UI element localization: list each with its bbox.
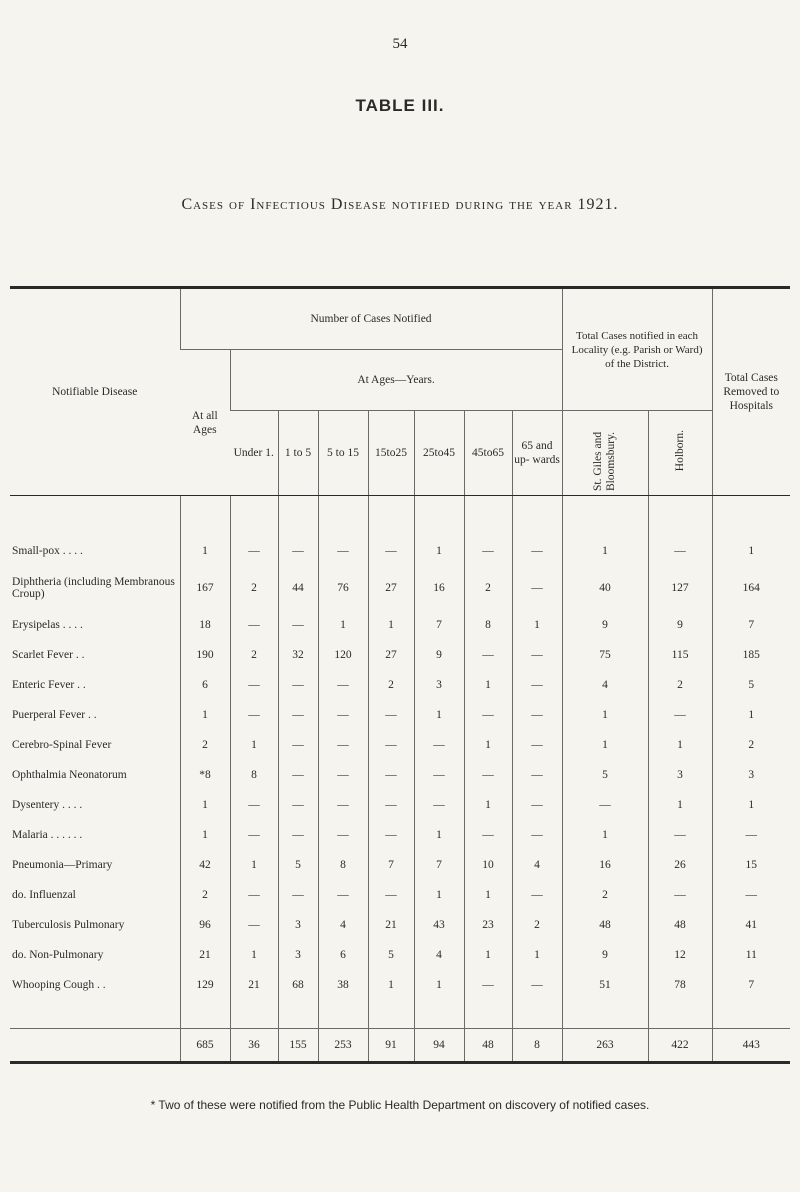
value-cell-a6: 2 [464, 566, 512, 610]
value-cell-a1: — [230, 670, 278, 700]
value-cell-l2: 78 [648, 970, 712, 1000]
blank-row [10, 1000, 790, 1029]
value-cell-a4: — [368, 790, 414, 820]
value-cell-a3: — [318, 790, 368, 820]
value-cell-l1: 40 [562, 566, 648, 610]
table-row [10, 910, 790, 940]
value-cell-l1: 4 [562, 670, 648, 700]
value-cell-a7: — [512, 760, 562, 790]
table-row [10, 700, 790, 730]
value-cell-a7: — [512, 536, 562, 566]
value-cell-a2: — [278, 730, 318, 760]
value-cell-a5: 43 [414, 910, 464, 940]
header-age-25-to-45: 25to45 [414, 411, 464, 496]
value-cell-l1: 9 [562, 940, 648, 970]
value-cell-a3: 4 [318, 910, 368, 940]
value-cell-all: 18 [180, 610, 230, 640]
header-at-all-ages: At all Ages [180, 350, 230, 496]
value-cell-a2: 68 [278, 970, 318, 1000]
disease-name-cell: Dysentery . . . . [12, 799, 83, 811]
value-cell-l1: — [562, 790, 648, 820]
value-cell-a3: 6 [318, 940, 368, 970]
value-cell-a1: 8 [230, 760, 278, 790]
table-row [10, 760, 790, 790]
value-cell-a5: 1 [414, 820, 464, 850]
value-cell-l2: 9 [648, 610, 712, 640]
locality-st-giles-label: St. Giles and Bloomsbury. [592, 431, 618, 491]
value-cell-all: *8 [180, 760, 230, 790]
value-cell-rem: — [712, 820, 790, 850]
value-cell-rem: 7 [712, 970, 790, 1000]
table-row [10, 850, 790, 880]
total-cell-a6: 48 [464, 1029, 512, 1063]
table-row [10, 880, 790, 910]
value-cell-l1: 1 [562, 730, 648, 760]
header-age-under-1: Under 1. [230, 411, 278, 496]
header-notifiable-disease: Notifiable Disease [10, 288, 180, 496]
value-cell-a6: 8 [464, 610, 512, 640]
value-cell-rem: 41 [712, 910, 790, 940]
value-cell-a4: 5 [368, 940, 414, 970]
value-cell-l2: — [648, 880, 712, 910]
value-cell-l1: 1 [562, 536, 648, 566]
value-cell-a6: 10 [464, 850, 512, 880]
value-cell-a7: — [512, 730, 562, 760]
value-cell-a3: — [318, 820, 368, 850]
value-cell-a5: — [414, 760, 464, 790]
value-cell-a2: — [278, 670, 318, 700]
table-row [10, 970, 790, 1000]
value-cell-all: 2 [180, 730, 230, 760]
value-cell-rem: 1 [712, 790, 790, 820]
value-cell-a3: 120 [318, 640, 368, 670]
disease-name-cell: Cerebro-Spinal Fever [12, 739, 112, 751]
value-cell-a5: 1 [414, 700, 464, 730]
value-cell-all: 1 [180, 700, 230, 730]
value-cell-l1: 1 [562, 820, 648, 850]
value-cell-a6: 1 [464, 940, 512, 970]
disease-name-cell: Malaria . . . . . . [12, 829, 83, 841]
disease-name-cell: Diphtheria (including Membranous Croup) [12, 576, 175, 600]
value-cell-a7: — [512, 880, 562, 910]
header-spacer-row [10, 496, 790, 537]
totals-label-cell [10, 1029, 180, 1063]
value-cell-l1: 16 [562, 850, 648, 880]
header-locality-holborn [648, 411, 712, 496]
value-cell-rem: 2 [712, 730, 790, 760]
disease-name-cell: Whooping Cough . . [12, 979, 106, 991]
value-cell-a7: 2 [512, 910, 562, 940]
value-cell-a6: — [464, 760, 512, 790]
value-cell-rem: 164 [712, 566, 790, 610]
value-cell-rem: 3 [712, 760, 790, 790]
disease-name-cell: Erysipelas . . . . [12, 619, 83, 631]
table-row [10, 940, 790, 970]
value-cell-a5: — [414, 790, 464, 820]
value-cell-a6: — [464, 536, 512, 566]
value-cell-a1: 1 [230, 730, 278, 760]
value-cell-l2: 115 [648, 640, 712, 670]
value-cell-a7: 1 [512, 610, 562, 640]
value-cell-a2: — [278, 700, 318, 730]
value-cell-a7: — [512, 790, 562, 820]
value-cell-a4: 1 [368, 610, 414, 640]
value-cell-a3: — [318, 536, 368, 566]
total-cell-a5: 94 [414, 1029, 464, 1063]
value-cell-a6: — [464, 640, 512, 670]
value-cell-a5: 7 [414, 850, 464, 880]
value-cell-l1: 75 [562, 640, 648, 670]
footnote: * Two of these were notified from the Public Health Department on discovery of notified cases. [150, 1098, 650, 1112]
disease-name-cell: Enteric Fever . . [12, 679, 86, 691]
value-cell-l1: 2 [562, 880, 648, 910]
value-cell-a5: 9 [414, 640, 464, 670]
total-cell-l2: 422 [648, 1029, 712, 1063]
value-cell-a3: 1 [318, 610, 368, 640]
value-cell-a2: — [278, 880, 318, 910]
value-cell-l2: — [648, 536, 712, 566]
value-cell-l2: 1 [648, 730, 712, 760]
value-cell-a3: — [318, 700, 368, 730]
value-cell-a2: 44 [278, 566, 318, 610]
value-cell-all: 2 [180, 880, 230, 910]
value-cell-a3: 8 [318, 850, 368, 880]
value-cell-a2: — [278, 760, 318, 790]
total-cell-a7: 8 [512, 1029, 562, 1063]
totals-row [10, 1029, 790, 1063]
value-cell-l2: 2 [648, 670, 712, 700]
value-cell-a4: — [368, 880, 414, 910]
table-title: TABLE III. [355, 96, 445, 115]
value-cell-a6: 23 [464, 910, 512, 940]
value-cell-a7: 1 [512, 940, 562, 970]
disease-name-cell: Small-pox . . . . [12, 545, 83, 557]
value-cell-a1: — [230, 910, 278, 940]
header-total-locality: Total Cases notified in each Locality (e.g. Parish or Ward) of the District. [562, 288, 712, 411]
page-number: 54 [392, 36, 408, 52]
total-cell-a4: 91 [368, 1029, 414, 1063]
value-cell-a6: 1 [464, 880, 512, 910]
value-cell-l2: 1 [648, 790, 712, 820]
value-cell-l1: 51 [562, 970, 648, 1000]
table-row [10, 640, 790, 670]
value-cell-a6: 1 [464, 730, 512, 760]
value-cell-a3: — [318, 730, 368, 760]
value-cell-rem: — [712, 880, 790, 910]
header-at-ages-years: At Ages—Years. [230, 350, 562, 411]
value-cell-a1: 2 [230, 566, 278, 610]
header-removed-to-hospitals: Total Cases Removed to Hospitals [712, 288, 790, 496]
infectious-disease-table [10, 286, 790, 1064]
value-cell-a3: — [318, 880, 368, 910]
value-cell-l2: 26 [648, 850, 712, 880]
value-cell-rem: 11 [712, 940, 790, 970]
value-cell-a2: — [278, 790, 318, 820]
value-cell-l2: — [648, 820, 712, 850]
disease-name-cell: Puerperal Fever . . [12, 709, 97, 721]
value-cell-a4: — [368, 536, 414, 566]
value-cell-l2: — [648, 700, 712, 730]
total-cell-rem: 443 [712, 1029, 790, 1063]
value-cell-a2: 3 [278, 910, 318, 940]
value-cell-l2: 48 [648, 910, 712, 940]
value-cell-a7: — [512, 670, 562, 700]
value-cell-a7: — [512, 820, 562, 850]
value-cell-a6: 1 [464, 790, 512, 820]
header-age-15-to-25: 15to25 [368, 411, 414, 496]
value-cell-a5: 1 [414, 880, 464, 910]
value-cell-rem: 185 [712, 640, 790, 670]
value-cell-rem: 1 [712, 536, 790, 566]
value-cell-a1: 2 [230, 640, 278, 670]
value-cell-l2: 3 [648, 760, 712, 790]
value-cell-a2: — [278, 610, 318, 640]
value-cell-l1: 9 [562, 610, 648, 640]
value-cell-all: 96 [180, 910, 230, 940]
value-cell-a5: — [414, 730, 464, 760]
value-cell-a6: — [464, 820, 512, 850]
value-cell-a1: — [230, 536, 278, 566]
value-cell-a4: 27 [368, 640, 414, 670]
header-age-1-to-5: 1 to 5 [278, 411, 318, 496]
value-cell-l2: 127 [648, 566, 712, 610]
value-cell-a5: 3 [414, 670, 464, 700]
total-cell-a3: 253 [318, 1029, 368, 1063]
value-cell-a1: 1 [230, 940, 278, 970]
value-cell-all: 6 [180, 670, 230, 700]
value-cell-all: 1 [180, 790, 230, 820]
header-locality-st-giles [562, 411, 648, 496]
disease-name-cell: do. Non-Pulmonary [12, 949, 104, 961]
disease-name-cell: Tuberculosis Pulmonary [12, 919, 125, 931]
value-cell-l1: 1 [562, 700, 648, 730]
disease-name-cell: Ophthalmia Neonatorum [12, 769, 127, 781]
value-cell-all: 42 [180, 850, 230, 880]
table-row [10, 730, 790, 760]
disease-name-cell: Scarlet Fever . . [12, 649, 85, 661]
value-cell-a2: — [278, 536, 318, 566]
value-cell-a3: 76 [318, 566, 368, 610]
value-cell-a6: — [464, 970, 512, 1000]
value-cell-a3: — [318, 760, 368, 790]
value-cell-a1: — [230, 880, 278, 910]
value-cell-rem: 1 [712, 700, 790, 730]
value-cell-a7: — [512, 700, 562, 730]
value-cell-all: 1 [180, 820, 230, 850]
value-cell-a1: — [230, 820, 278, 850]
value-cell-rem: 7 [712, 610, 790, 640]
table-subtitle: Cases of Infectious Disease notified during the year 1921. [181, 196, 619, 213]
disease-name-cell: Pneumonia—Primary [12, 859, 113, 871]
header-age-45-to-65: 45to65 [464, 411, 512, 496]
header-age-65-upwards: 65 and up- wards [512, 411, 562, 496]
table-row [10, 790, 790, 820]
value-cell-a7: — [512, 640, 562, 670]
header-number-notified: Number of Cases Notified [180, 288, 562, 350]
value-cell-a4: 1 [368, 970, 414, 1000]
value-cell-a4: — [368, 730, 414, 760]
disease-name-cell: do. Influenzal [12, 889, 76, 901]
table-row [10, 610, 790, 640]
table-row [10, 820, 790, 850]
value-cell-a2: 3 [278, 940, 318, 970]
value-cell-all: 129 [180, 970, 230, 1000]
value-cell-a2: — [278, 820, 318, 850]
total-cell-l1: 263 [562, 1029, 648, 1063]
value-cell-a2: 32 [278, 640, 318, 670]
value-cell-a3: 38 [318, 970, 368, 1000]
value-cell-rem: 15 [712, 850, 790, 880]
value-cell-a7: — [512, 566, 562, 610]
value-cell-all: 167 [180, 566, 230, 610]
value-cell-a1: — [230, 790, 278, 820]
total-cell-a1: 36 [230, 1029, 278, 1063]
value-cell-rem: 5 [712, 670, 790, 700]
value-cell-a4: 2 [368, 670, 414, 700]
value-cell-a1: 21 [230, 970, 278, 1000]
value-cell-a1: — [230, 610, 278, 640]
value-cell-a4: — [368, 760, 414, 790]
locality-holborn-label: Holborn. [673, 430, 686, 472]
value-cell-all: 21 [180, 940, 230, 970]
value-cell-a5: 7 [414, 610, 464, 640]
value-cell-a5: 1 [414, 536, 464, 566]
value-cell-a3: — [318, 670, 368, 700]
value-cell-all: 1 [180, 536, 230, 566]
value-cell-a2: 5 [278, 850, 318, 880]
table-row [10, 566, 790, 610]
value-cell-a4: 21 [368, 910, 414, 940]
value-cell-a7: — [512, 970, 562, 1000]
value-cell-l1: 5 [562, 760, 648, 790]
value-cell-a1: — [230, 700, 278, 730]
value-cell-l1: 48 [562, 910, 648, 940]
table-row [10, 670, 790, 700]
value-cell-a4: — [368, 820, 414, 850]
value-cell-all: 190 [180, 640, 230, 670]
value-cell-a5: 1 [414, 970, 464, 1000]
total-cell-a2: 155 [278, 1029, 318, 1063]
value-cell-a5: 16 [414, 566, 464, 610]
value-cell-a5: 4 [414, 940, 464, 970]
value-cell-a4: — [368, 700, 414, 730]
value-cell-l2: 12 [648, 940, 712, 970]
table-row [10, 536, 790, 566]
value-cell-a4: 7 [368, 850, 414, 880]
header-age-5-to-15: 5 to 15 [318, 411, 368, 496]
total-cell-all: 685 [180, 1029, 230, 1063]
value-cell-a6: — [464, 700, 512, 730]
value-cell-a7: 4 [512, 850, 562, 880]
value-cell-a4: 27 [368, 566, 414, 610]
value-cell-a1: 1 [230, 850, 278, 880]
value-cell-a6: 1 [464, 670, 512, 700]
